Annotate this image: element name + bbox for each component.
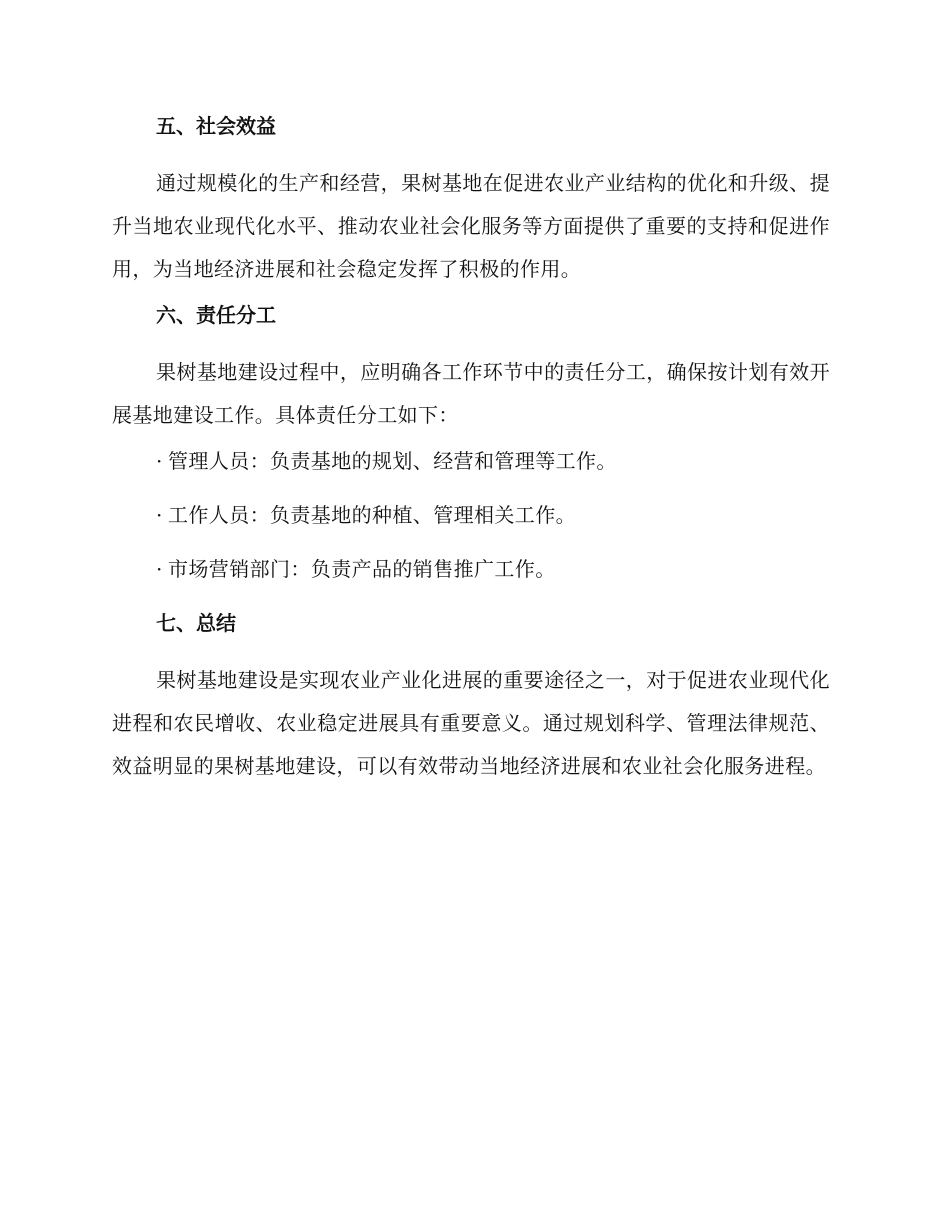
bullet-icon: ·: [156, 503, 163, 527]
list-item-text: 工作人员：负责基地的种植、管理相关工作。: [168, 503, 576, 527]
list-item-text: 市场营销部门：负责产品的销售推广工作。: [168, 557, 556, 581]
paragraph: 果树基地建设是实现农业产业化进展的重要途径之一，对于促进农业现代化进程和农民增收、农业稳定进展具有重要意义。通过规划科学、管理法律规范、效益明显的果树基地建设，可以有效带动当地经济进展和农业社会化服务进程。: [112, 668, 830, 778]
section-heading: 六、责任分工: [156, 303, 276, 327]
section-heading: 七、总结: [156, 611, 236, 635]
paragraph: 果树基地建设过程中，应明确各工作环节中的责任分工，确保按计划有效开展基地建设工作。具体责任分工如下：: [112, 360, 830, 427]
list-item-text: 管理人员：负责基地的规划、经营和管理等工作。: [168, 449, 617, 473]
section-summary: [112, 605, 830, 788]
document-body: [112, 108, 830, 794]
list-item: [112, 551, 830, 587]
bullet-icon: ·: [156, 557, 163, 581]
section-social-benefits: [112, 108, 830, 291]
list-item: [112, 443, 830, 479]
section-heading: 五、社会效益: [156, 114, 276, 138]
section-responsibility: [112, 297, 830, 587]
bullet-icon: ·: [156, 449, 163, 473]
responsibility-list: [112, 443, 830, 587]
paragraph: 通过规模化的生产和经营，果树基地在促进农业产业结构的优化和升级、提升当地农业现代化水平、推动农业社会化服务等方面提供了重要的支持和促进作用，为当地经济进展和社会稳定发挥了积极的作用。: [112, 171, 830, 281]
list-item: [112, 497, 830, 533]
